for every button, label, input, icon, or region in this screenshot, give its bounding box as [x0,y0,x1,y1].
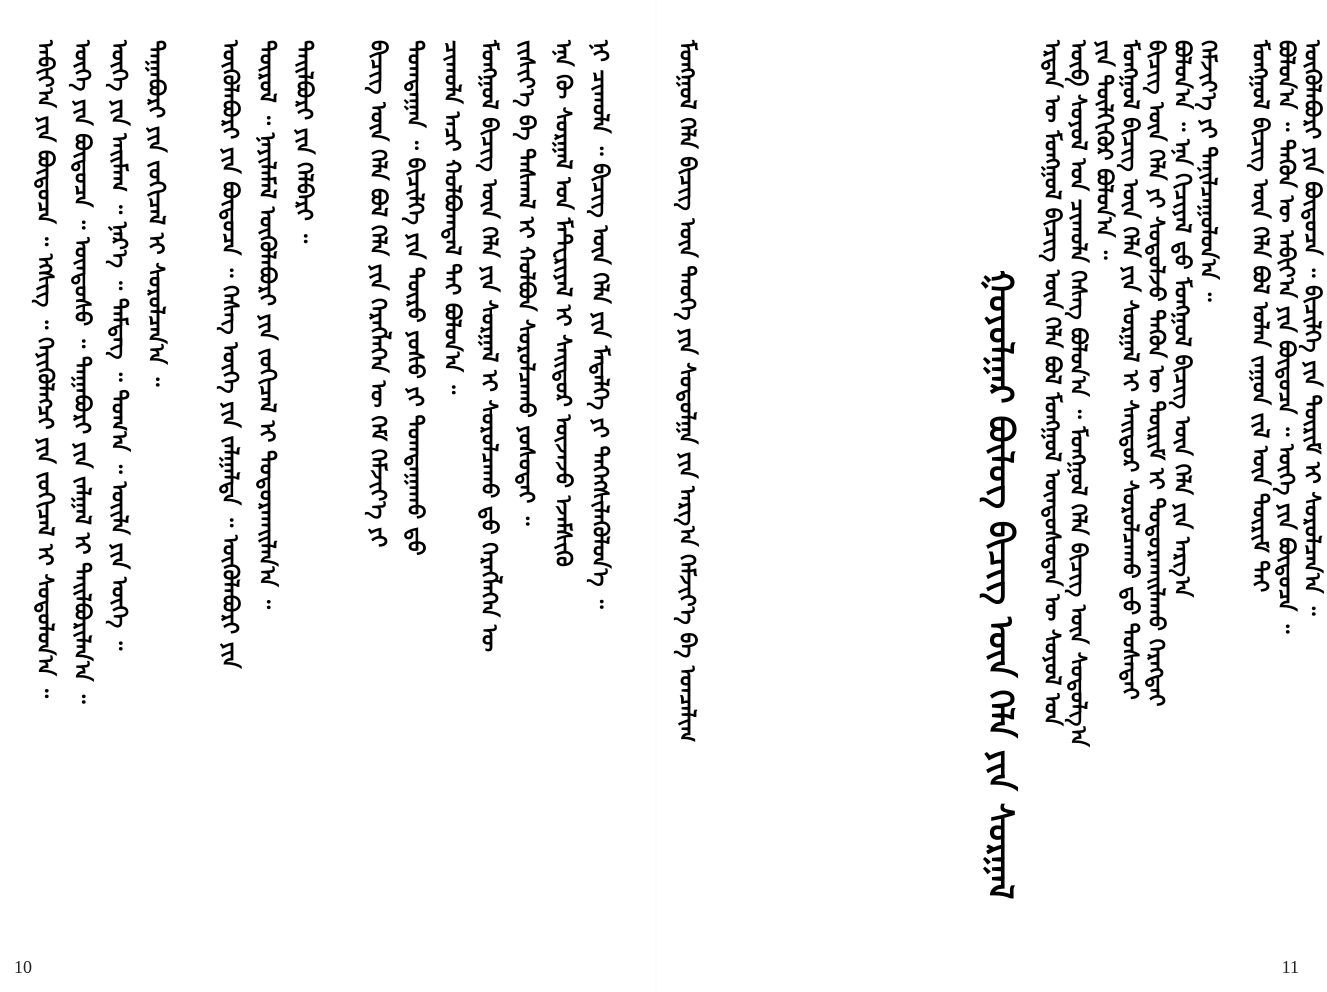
text-line: ᠮᠣᠩᠭᠣᠯ ᠪᠢᠴᠢᠭ ᠦᠨ ᠬᠡᠯᠡ ᠶᠢᠨ ᠰᠤᠷᠭᠠᠯ ᠢ ᠰᠤᠷᠤᠯᠴᠠᠬᠤ ᠳ᠋ᠤ ᠬᠡᠷᠡᠭᠯᠡᠭᠡᠨ ᠦ [476,40,502,652]
text-line: ᠡᠷᠲᠡᠨ ᠦ ᠮᠣᠩᠭᠣᠯ ᠪᠢᠴᠢᠭ ᠦᠨ ᠬᠡᠯᠡ ᠪᠣᠯ ᠮᠣᠩᠭᠣᠯ ᠦᠨᠳᠦᠰᠦᠲᠡᠨ ᠦ ᠰᠣᠶᠣᠯ ᠤᠨ [1039,40,1065,726]
text-line: ᠦᠭᠦᠯᠡᠪᠦᠷᠢ ᠶᠢᠨ ᠪᠦᠲᠦᠴᠡ ᠃ ᠬᠡᠰᠡᠭ ᠦᠭᠡ ᠶᠢᠨ ᠵᠠᠯᠭᠠᠯᠲᠠ ᠃ ᠦᠭᠦᠯᠡᠪᠦᠷᠢ ᠶᠢᠨ [217,40,243,669]
text-line: ᠮᠣᠩᠭᠣᠯ ᠬᠡᠯᠡ ᠪᠢᠴᠢᠭ ᠦᠨ ᠲᠡᠦᠬᠡ ᠶᠢᠨ ᠰᠤᠳᠤᠯᠭᠠ ᠶᠢᠨ ᠠᠷᠭ᠎ᠠ ᠬᠡᠮᠵᠢᠶ᠎ᠡ ᠪᠠ ᠣᠨᠴᠠᠯᠢᠭ [674,40,700,743]
text-line: ᠦᠭᠡ ᠶᠢᠨ ᠪᠦᠲᠦᠴᠡ ᠃ ᠦᠨᠳᠦᠰᠦ ᠃ ᠳᠠᠭᠠᠪᠤᠷᠢ ᠶᠢᠨ ᠵᠠᠯᠭᠠᠯ ᠢ ᠲᠠᠢᠯᠪᠤᠷᠢᠯᠠᠨ᠎ᠠ ᠃ [69,40,95,704]
text-line: ᠬᠡᠮᠵᠢᠶ᠎ᠡ ᠶᠢ ᠲᠠᠨᠢᠯᠴᠠᠭᠤᠯᠤᠨ᠎ᠠ ᠃ [1195,40,1221,302]
text-line: ᠲᠦᠷᠦᠯ ᠃ ᠨᠡᠶᠢᠯᠡᠮᠡᠯ ᠦᠭᠦᠯᠡᠪᠦᠷᠢ ᠶᠢᠨ ᠵᠣᠬᠢᠴᠠᠯ ᠢ ᠲᠣᠳᠤᠷᠬᠠᠢᠯᠠᠨ᠎ᠠ ᠃ [254,40,280,609]
text-line: ᠳᠠᠭᠠᠪᠤᠷᠢ ᠶᠢᠨ ᠵᠣᠬᠢᠴᠠᠯ ᠢ ᠰᠤᠷᠤᠯᠴᠠᠨ᠎ᠠ ᠃ [143,40,169,387]
text-line: ᠦᠭᠦᠯᠡᠪᠦᠷᠢ ᠶᠢᠨ ᠪᠦᠲᠦᠴᠡ ᠃ ᠪᠢᠴᠢᠯᠭᠡ ᠶᠢᠨ ᠳᠦᠷᠢᠮ ᠢ ᠰᠤᠷᠤᠯᠴᠠᠨ᠎ᠠ ᠃ [1299,40,1325,616]
text-line: ᠪᠣᠯᠤᠨ᠎ᠠ ᠃ ᠡᠨᠡ ᠬᠢᠴᠢᠶᠡᠯ ᠳ᠋ᠤ ᠮᠣᠩᠭᠣᠯ ᠪᠢᠴᠢᠭ ᠦᠨ ᠬᠡᠯᠡ ᠶᠢᠨ ᠠᠷᠭ᠎ᠠ [1169,40,1195,598]
text-line: ᠨᠢ ᠴᠢᠬᠤᠯᠠ ᠃ ᠪᠢᠴᠢᠭ ᠦᠨ ᠬᠡᠯᠡ ᠶᠢᠨ ᠮᠡᠳᠡᠯᠭᠡ ᠶᠢ ᠳᠡᠭᠡᠭᠰᠢᠯᠡᠭᠦᠯᠦᠨ᠎ᠡ ᠃ [587,40,613,609]
chapter-heading: ᠭᠣᠶᠣᠯᠭᠠᠷ ᠪᠦᠯᠦᠭ ᠪᠢᠴᠢᠭ ᠦᠨ ᠬᠡᠯᠡ ᠶᠢᠨ ᠰᠤᠷᠭᠠᠯ [980,270,1020,900]
text-line: ᠮᠣᠩᠭᠣᠯ ᠪᠢᠴᠢᠭ ᠦᠨ ᠬᠡᠯᠡ ᠶᠢᠨ ᠰᠤᠷᠭᠠᠯ ᠢ ᠰᠠᠢᠲᠤᠷ ᠰᠤᠷᠤᠯᠴᠠᠬᠤ ᠳ᠋ᠤ ᠲᠤᠰᠠᠲᠠᠢ [1117,40,1143,700]
page-number-left: 10 [14,957,32,977]
text-line: ᠲᠣᠭᠲᠠᠭᠠᠨ ᠃ ᠪᠢᠴᠢᠯᠭᠡ ᠶᠢᠨ ᠲᠥᠷᠦ ᠶᠣᠰᠤ ᠶᠢ ᠲᠣᠭᠲᠠᠭᠠᠬᠤ ᠳ᠋ᠤ [402,40,428,556]
text-line: ᠶᠢᠨ ᠲᠦᠯᠬᠢᠭᠦᠷ ᠪᠣᠯᠤᠨ᠎ᠠ ᠃ [1091,40,1117,260]
text-line: ᠡᠨᠡ ᠬᠦ ᠰᠤᠷᠭᠠᠯ ᠤᠨ ᠮᠠᠲ᠋ᠧᠷᠢᠶᠠᠯ ᠢ ᠰᠠᠢᠲᠤᠷ ᠦᠵᠡᠵᠦ ᠡᠵᠡᠮᠰᠢᠬᠦ [550,40,576,567]
right-page [657,0,1325,992]
text-line: ᠪᠢᠴᠢᠭ ᠦᠨ ᠬᠡᠯᠡ ᠶᠢ ᠰᠤᠳᠤᠯᠵᠤ ᠲᠡᠭᠦᠨ ᠦ ᠳᠦᠷᠢᠮ ᠢ ᠲᠣᠳᠤᠷᠬᠠᠢᠯᠠᠬᠤ ᠬᠡᠷᠡᠭᠲᠡᠢ [1143,40,1169,707]
text-line: ᠴᠢᠬᠤᠯᠠ ᠠᠴᠢ ᠬᠣᠯᠪᠣᠭᠳᠠᠯ ᠲᠠᠢ ᠪᠣᠯᠤᠨ᠎ᠠ ᠃ [439,40,465,395]
text-line: ᠥᠪ ᠰᠣᠶᠣᠯ ᠤᠨ ᠴᠢᠬᠤᠯᠠ ᠬᠡᠰᠡᠭ ᠪᠣᠯᠤᠨ᠎ᠠ ᠃ ᠮᠣᠩᠭᠣᠯ ᠬᠡᠯᠡ ᠪᠢᠴᠢᠭ ᠦᠨ ᠰᠤᠳᠤᠯᠭ᠎ᠠ [1065,40,1091,747]
text-line: ᠮᠣᠩᠭᠣᠯ ᠪᠢᠴᠢᠭ ᠦᠨ ᠬᠡᠯᠡ ᠪᠣᠯ ᠣᠯᠠᠨ ᠵᠠᠭᠤᠨ ᠵᠢᠯ ᠦᠨ ᠳᠦᠷᠢᠮ ᠲᠡᠢ [1247,40,1273,593]
text-line: ᠠᠪᠢᠶ᠎ᠠ ᠶᠢᠨ ᠪᠦᠲᠦᠴᠡ ᠃ ᠡᠭᠰᠢᠭ ᠃ ᠭᠡᠶᠢᠭᠦᠯᠡᠭᠴᠢ ᠶᠢᠨ ᠵᠣᠬᠢᠴᠠᠯ ᠢ ᠰᠤᠳᠤᠯᠤᠨ᠎ᠠ ᠃ [32,40,58,699]
text-line: ᠪᠣᠯᠤᠨ᠎ᠠ ᠃ ᠲᠡᠭᠦᠨ ᠦ ᠠᠪᠢᠶ᠎ᠠ ᠶᠢᠨ ᠪᠦᠲᠦᠴᠡ ᠃ ᠦᠭᠡ ᠶᠢᠨ ᠪᠦᠲᠦᠴᠡ ᠃ [1273,40,1299,634]
left-page [0,0,656,992]
page-number-right: 11 [1281,957,1299,977]
text-line: ᠲᠠᠢᠯᠪᠤᠷᠢ ᠶᠢᠨ ᠬᠡᠯᠪᠡᠷᠢ ᠃ [291,40,317,244]
text-line: ᠦᠭᠡ ᠶᠢᠨ ᠠᠢᠮᠠᠭ ᠃ ᠨᠡᠷ᠎ᠡ ᠃ ᠲᠡᠮᠳᠡᠭ ᠃ ᠲᠣᠭ᠎ᠠ ᠃ ᠦᠢᠯᠡ ᠶᠢᠨ ᠦᠭᠡ ᠃ [106,40,132,651]
text-line: ᠪᠢᠴᠢᠭ ᠦᠨ ᠬᠡᠯᠡ ᠪᠣᠯ ᠬᠡᠯᠡ ᠶᠢᠨ ᠬᠡᠷᠡᠭᠯᠡᠭᠡᠨ ᠦ ᠬᠡᠮ ᠬᠡᠮᠵᠢᠶ᠎ᠡ ᠶᠢ [365,40,391,548]
text-line: ᠵᠢᠱᠢᠶ᠎ᠡ ᠪᠠ ᠳᠠᠰᠬᠠᠯ ᠢ ᠬᠣᠯᠪᠣᠨ ᠰᠤᠷᠤᠯᠴᠠᠬᠤ ᠶᠣᠰᠤᠲᠠᠢ ᠃ [513,40,539,526]
